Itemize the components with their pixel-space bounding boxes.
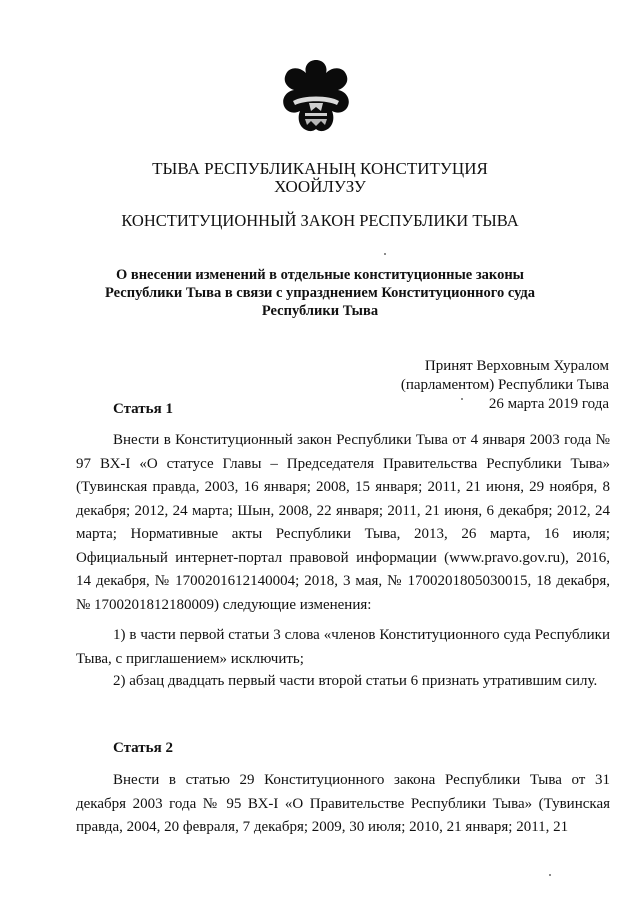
constitution-tuvan-title xyxy=(0,160,640,196)
adoption-note xyxy=(401,357,609,414)
law-title xyxy=(0,266,640,320)
article-1-intro: Внести в Конституционный закон Республики Тыва от 4 января 2003 года № 97 ВХ-I «О статусе Главы – Председателя Правительства Республики Тыва» (Тувинская правда, 2003, 16 января; 2008, 15 января; 2011, 21 июня, 29 ноября, 8 декабря; 2012, 24 марта; Шын, 2008, 22 января; 2011, 21 июня, 6 декабря; 2012, 24 марта; Нормативные акты Республики Тыва, 2013, 26 марта, 16 июля; Официальный интернет-портал правовой информации (www.pravo.gov.ru), 2016, 14 декабря, № 1700201612140004; 2018, 3 мая, № 1700201805030015, 18 декабря, № 1700201812180009) следующие изменения: xyxy=(76,432,610,613)
law-title-text: О внесении изменений в отдельные конституционные законы Республики Тыва в связи с упразднением Конституционного суда Республики Тыва xyxy=(105,267,535,319)
adoption-line-1: Принят Верховным Хуралом xyxy=(424,358,609,374)
article-1-heading: Статья 1 xyxy=(113,401,173,417)
article-1-item-2: 2) абзац двадцать первый части второй статьи 6 признать утратившим силу. xyxy=(113,673,598,689)
adoption-date: 26 марта 2019 года xyxy=(488,396,609,412)
scan-speck xyxy=(549,874,551,876)
article-1-item-1: 1) в части первой статьи 3 слова «членов Конституционного суда Республики Тыва, с приглашением» исключить; xyxy=(76,627,610,667)
tuva-emblem-icon xyxy=(271,55,361,145)
law-type-heading: КОНСТИТУЦИОННЫЙ ЗАКОН РЕСПУБЛИКИ ТЫВА xyxy=(121,211,519,230)
article-2-intro: Внести в статью 29 Конституционного закона Республики Тыва от 31 декабря 2003 года № 95 ВХ-I «О Правительстве Республики Тыва» (Тувинская правда, 2004, 20 февраля, 7 декабря; 2009, 30 июля; 2010, 21 января; 2011, 21 xyxy=(76,772,610,835)
adoption-line-2: (парламентом) Республики Тыва xyxy=(400,377,609,393)
constitution-tuvan-text: ТЫВА РЕСПУБЛИКАНЫҢ КОНСТИТУЦИЯ ХООЙЛУЗУ xyxy=(152,159,488,196)
scan-speck xyxy=(461,398,463,400)
scan-speck xyxy=(384,253,386,255)
article-2-heading: Статья 2 xyxy=(113,740,173,756)
